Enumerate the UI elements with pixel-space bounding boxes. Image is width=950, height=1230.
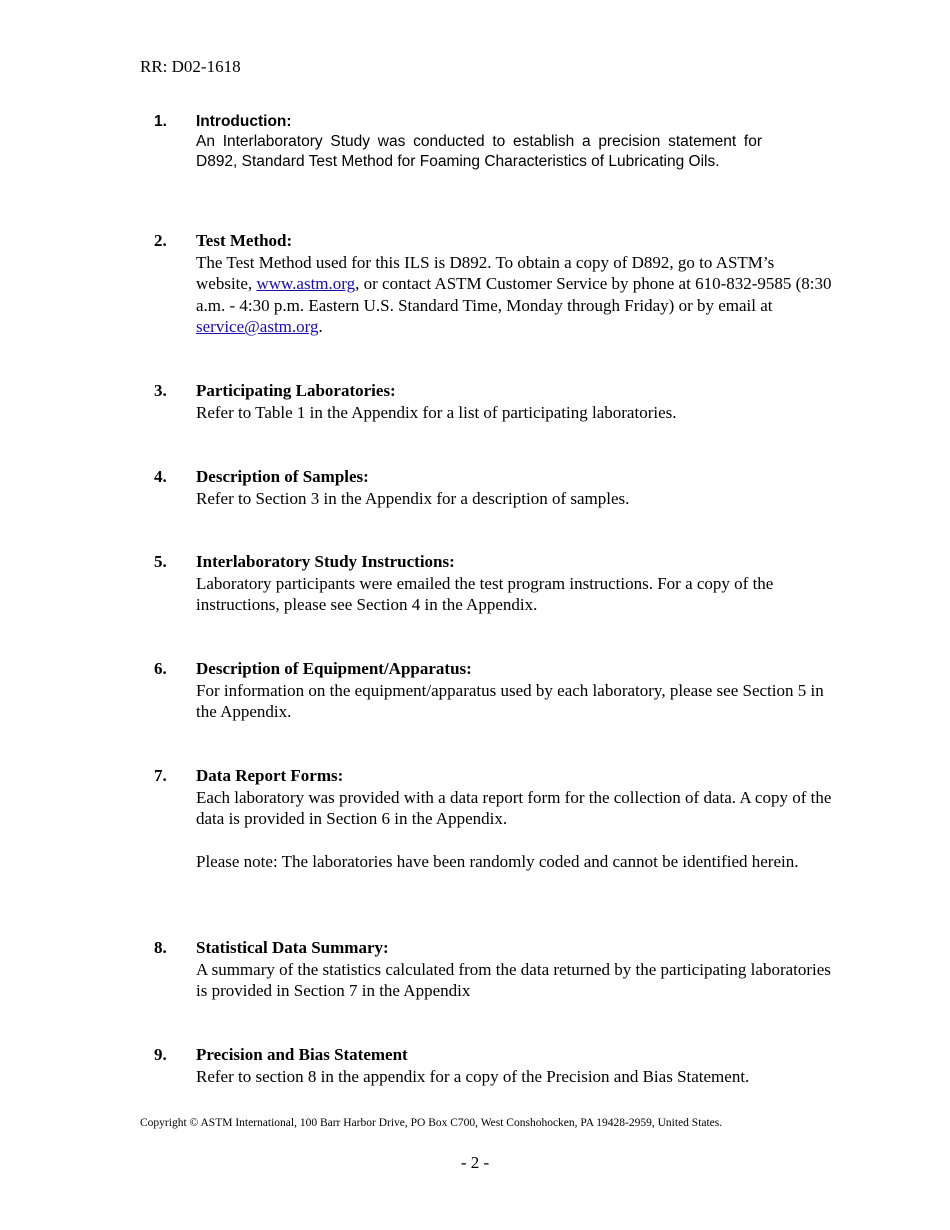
section-introduction bbox=[154, 112, 834, 172]
section-text: Refer to Table 1 in the Appendix for a list of participating laboratories. bbox=[196, 402, 677, 422]
section-title: Introduction: bbox=[196, 113, 292, 130]
section-description-of-samples bbox=[154, 466, 834, 509]
section-text: Refer to section 8 in the appendix for a copy of the Precision and Bias Statement. bbox=[196, 1066, 750, 1086]
section-title: Description of Samples: bbox=[196, 467, 369, 486]
section-number: 1. bbox=[154, 113, 167, 130]
section-number: 3. bbox=[154, 381, 167, 400]
section-number: 2. bbox=[154, 231, 167, 250]
section-text: Each laboratory was provided with a data report form for the collection of data. A copy of the data is provided in Section 6 in the Appendix. bbox=[196, 787, 832, 828]
section-number: 7. bbox=[154, 766, 167, 785]
section-text: For information on the equipment/apparatus used by each laboratory, please see Section 5 in the Appendix. bbox=[196, 680, 824, 721]
section-text: An Interlaboratory Study was conducted to establish a precision statement for D892, Standard Test Method for Foaming Characteristics of Lubricating Oils. bbox=[196, 133, 762, 170]
section-text: Laboratory participants were emailed the test program instructions. For a copy of the instructions, please see Section 4 in the Appendix. bbox=[196, 573, 774, 614]
section-data-report-forms bbox=[154, 765, 834, 872]
section-precision-bias bbox=[154, 1044, 834, 1087]
section-equipment-apparatus bbox=[154, 658, 834, 723]
copyright-footer: Copyright © ASTM International, 100 Barr Harbor Drive, PO Box C700, West Conshohocken, PA 19428-2959, United States. bbox=[140, 1117, 723, 1129]
section-number: 4. bbox=[154, 467, 167, 486]
section-title: Precision and Bias Statement bbox=[196, 1045, 408, 1064]
section-title: Description of Equipment/Apparatus: bbox=[196, 659, 472, 678]
section-test-method bbox=[154, 230, 834, 338]
section-statistical-summary bbox=[154, 937, 834, 1002]
section-title: Test Method: bbox=[196, 231, 293, 250]
section-title: Participating Laboratories: bbox=[196, 381, 396, 400]
section-text: A summary of the statistics calculated from the data returned by the participating laboratories is provided in Section 7 in the Appendix bbox=[196, 959, 831, 1000]
section-text: The Test Method used for this ILS is D892. To obtain a copy of D892, go to ASTM’s website, www.astm.org, or contact ASTM Customer Service by phone at 610-832-9585 (8:30 a.m. - 4:30 p.m. Eastern U.S. Standard Time, Monday through Friday) or by email at service@astm.org. bbox=[196, 252, 832, 336]
section-study-instructions bbox=[154, 551, 834, 616]
section-note: Please note: The laboratories have been randomly coded and cannot be identified herein. bbox=[196, 851, 799, 871]
report-code: RR: D02-1618 bbox=[140, 57, 241, 76]
section-title: Data Report Forms: bbox=[196, 766, 344, 785]
section-number: 6. bbox=[154, 659, 167, 678]
section-text: Refer to Section 3 in the Appendix for a description of samples. bbox=[196, 488, 630, 508]
service-email-link[interactable]: service@astm.org bbox=[196, 317, 319, 336]
section-number: 8. bbox=[154, 938, 167, 957]
section-participating-laboratories bbox=[154, 380, 834, 423]
page-number: - 2 - bbox=[460, 1153, 490, 1172]
section-number: 5. bbox=[154, 552, 167, 571]
section-number: 9. bbox=[154, 1045, 167, 1064]
section-title: Statistical Data Summary: bbox=[196, 938, 389, 957]
astm-website-link[interactable]: www.astm.org bbox=[256, 274, 356, 293]
section-title: Interlaboratory Study Instructions: bbox=[196, 552, 455, 571]
